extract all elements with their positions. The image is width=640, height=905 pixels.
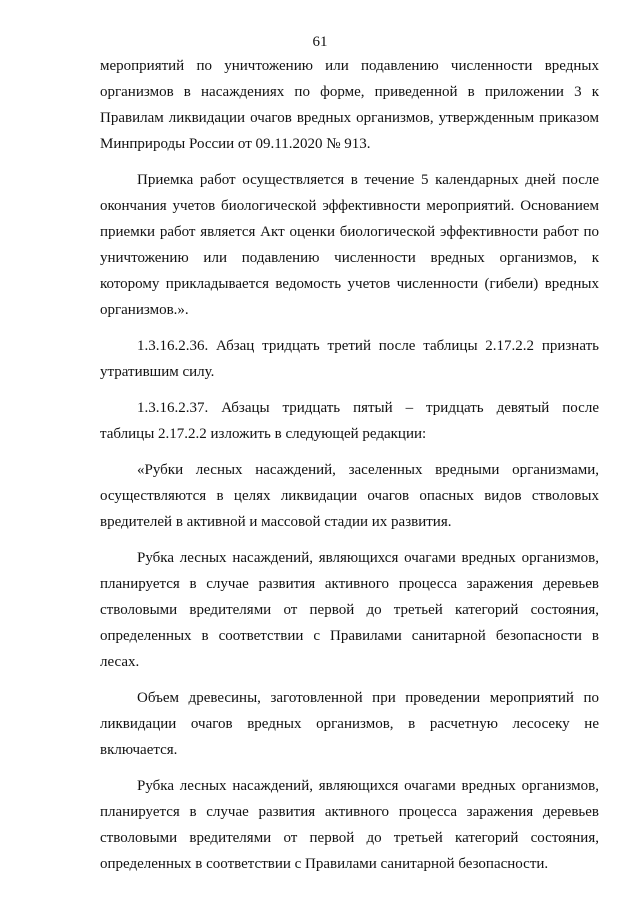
text-line: организмов в насаждениях по форме, приведенной в приложении 3 к bbox=[100, 84, 599, 100]
paragraph bbox=[100, 167, 599, 323]
paragraph bbox=[100, 545, 599, 675]
text-line: определенных в соответствии с Правилами санитарной безопасности. bbox=[100, 856, 549, 872]
text-line: уничтожению или подавлению численности вредных организмов, к bbox=[100, 250, 599, 266]
document-body bbox=[100, 53, 599, 877]
paragraph bbox=[100, 53, 599, 157]
text-line: Объем древесины, заготовленной при проведении мероприятий по bbox=[137, 690, 599, 706]
paragraph bbox=[100, 685, 599, 763]
text-line: Рубка лесных насаждений, являющихся очагами вредных организмов, bbox=[137, 550, 599, 566]
text-line: утратившим силу. bbox=[100, 364, 215, 380]
text-line: стволовыми вредителями от первой до третьей категорий состояния, bbox=[100, 830, 599, 846]
paragraph bbox=[100, 457, 599, 535]
text-line: мероприятий по уничтожению или подавлению численности вредных bbox=[100, 58, 599, 74]
text-line: Минприроды России от 09.11.2020 № 913. bbox=[100, 136, 371, 152]
text-line: стволовыми вредителями от первой до третьей категорий состояния, bbox=[100, 602, 599, 618]
text-line: организмов.». bbox=[100, 302, 189, 318]
text-line: ликвидации очагов вредных организмов, в расчетную лесосеку не bbox=[100, 716, 599, 732]
text-line: 1.3.16.2.37. Абзацы тридцать пятый – тридцать девятый после bbox=[137, 400, 599, 416]
paragraph bbox=[100, 773, 599, 877]
page-number: 61 bbox=[312, 34, 328, 50]
text-line: определенных в соответствии с Правилами санитарной безопасности в bbox=[100, 628, 599, 644]
text-line: планируется в случае развития активного процесса заражения деревьев bbox=[100, 576, 599, 592]
text-line: 1.3.16.2.36. Абзац тридцать третий после таблицы 2.17.2.2 признать bbox=[137, 338, 599, 354]
text-line: Рубка лесных насаждений, являющихся очагами вредных организмов, bbox=[137, 778, 599, 794]
text-line: планируется в случае развития активного процесса заражения деревьев bbox=[100, 804, 599, 820]
text-line: вредителей в активной и массовой стадии их развития. bbox=[100, 514, 452, 530]
paragraph bbox=[100, 395, 599, 447]
paragraph bbox=[100, 333, 599, 385]
text-line: «Рубки лесных насаждений, заселенных вредными организмами, bbox=[137, 462, 599, 478]
text-line: которому прикладывается ведомость учетов численности (гибели) вредных bbox=[100, 276, 599, 292]
text-line: включается. bbox=[100, 742, 178, 758]
text-line: лесах. bbox=[100, 654, 140, 670]
text-line: таблицы 2.17.2.2 изложить в следующей редакции: bbox=[100, 426, 427, 442]
text-line: окончания учетов биологической эффективности мероприятий. Основанием bbox=[100, 198, 599, 214]
text-line: приемки работ является Акт оценки биологической эффективности работ по bbox=[100, 224, 599, 240]
text-line: осуществляются в целях ликвидации очагов опасных видов стволовых bbox=[100, 488, 599, 504]
text-line: Правилам ликвидации очагов вредных организмов, утвержденным приказом bbox=[100, 110, 599, 126]
text-line: Приемка работ осуществляется в течение 5 календарных дней после bbox=[137, 172, 599, 188]
